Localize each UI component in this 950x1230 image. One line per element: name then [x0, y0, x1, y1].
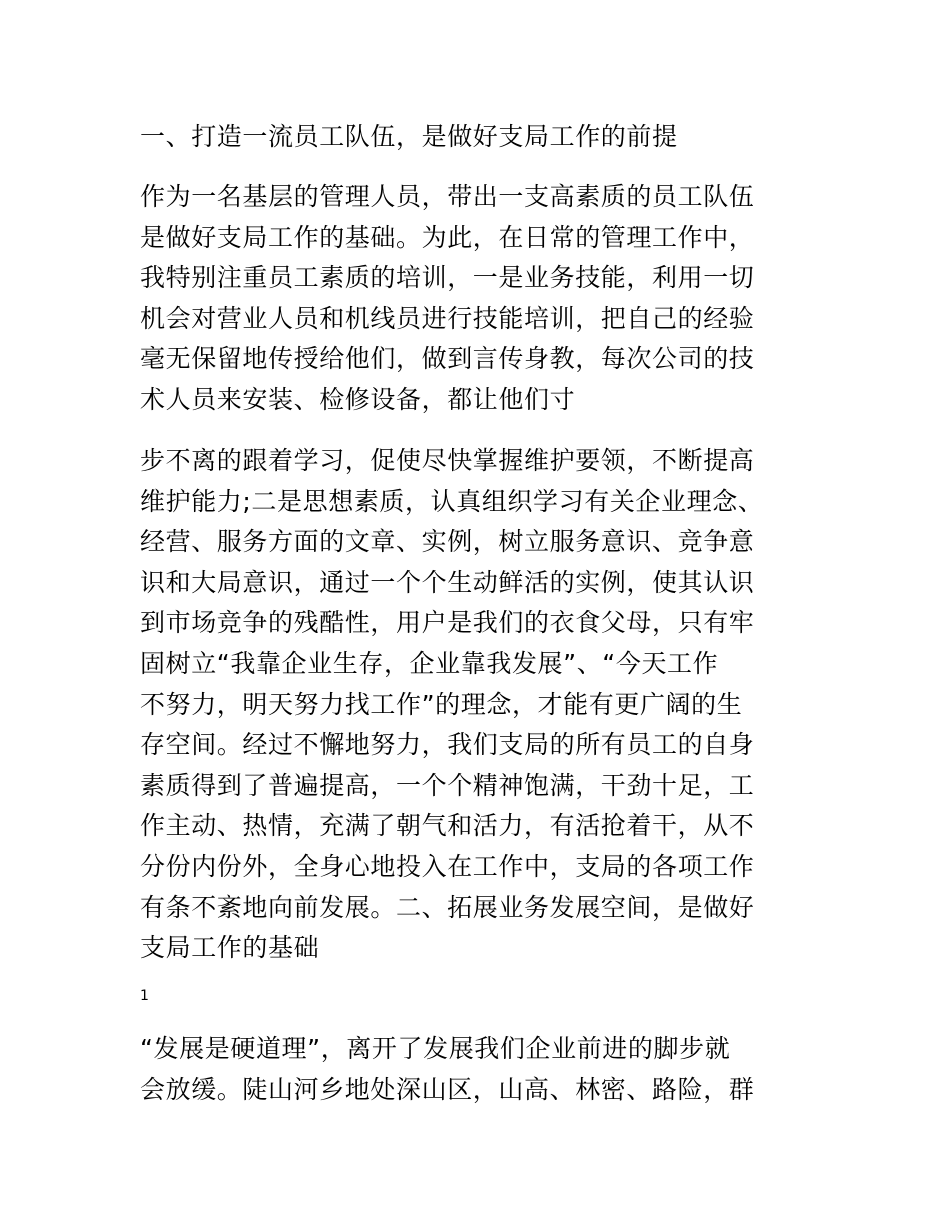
body-paragraph-3: “发展是硬道理”，离开了发展我们企业前进的脚步就 会放缓。陡山河乡地处深山区，山高、林密、路险，群: [140, 1034, 755, 1104]
section-heading: 一、打造一流员工队伍，是做好支局工作的前提: [140, 122, 678, 151]
page-number: 1: [140, 988, 149, 1004]
body-paragraph-1: 作为一名基层的管理人员，带出一支高素质的员工队伍 是做好支局工作的基础。为此，在日常的管理工作中， 我特别注重员工素质的培训，一是业务技能，利用一切 机会对营业人员和机线员进行技能培训，把自己的经验 毫无保留地传授给他们，做到言传身教，每次公司的技 术人员来安装、检修设备，都让他们寸: [140, 182, 755, 414]
body-paragraph-2: 步不离的跟着学习，促使尽快掌握维护要领，不断提高 维护能力;二是思想素质，认真组织学习有关企业理念、 经营、服务方面的文章、实例，树立服务意识、竞争意 识和大局意识，通过一个个生动鲜活的实例，使其认识 到市场竞争的残酷性，用户是我们的衣食父母，只有牢 固树立“我靠企业生存，企业靠我发展”、“今天工作 不努力，明天努力找工作”的理念，才能有更广阔的生 存空间。经过不懈地努力，我们支局的所有员工的自身 素质得到了普遍提高，一个个精神饱满，干劲十足，工 作主动、热情，充满了朝气和活力，有活抢着干，从不 分份内份外，全身心地投入在工作中，支局的各项工作 有条不紊地向前发展。二、拓展业务发展空间，是做好 支局工作的基础: [140, 446, 764, 963]
